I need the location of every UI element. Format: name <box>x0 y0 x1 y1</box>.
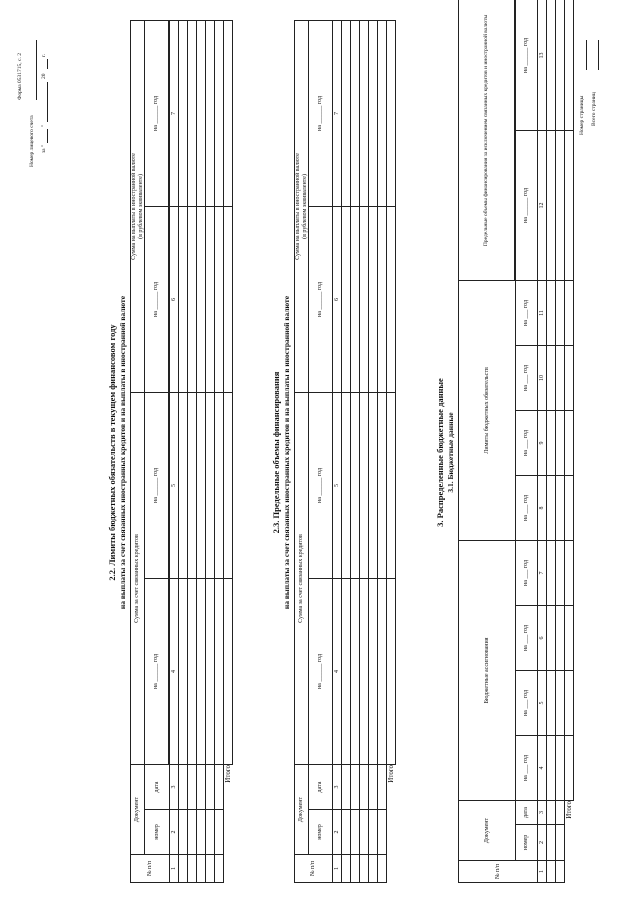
table-row <box>179 20 188 882</box>
table-cell[interactable] <box>565 475 574 540</box>
col-number: 3 <box>538 800 547 824</box>
col-number: 3 <box>333 764 342 809</box>
table-cell[interactable] <box>206 764 215 809</box>
table-cell[interactable] <box>547 280 556 345</box>
table-cell[interactable] <box>224 20 233 206</box>
table-cell[interactable] <box>188 206 197 392</box>
table-cell[interactable] <box>378 206 387 392</box>
table-cell[interactable] <box>565 540 574 605</box>
table-cell[interactable] <box>556 800 565 824</box>
budget-allocations-header: Бюджетные ассигнования <box>459 540 516 800</box>
doc-date-header: дата <box>309 764 333 809</box>
num-col-header: № п/п <box>131 855 170 883</box>
table-cell[interactable] <box>351 810 360 855</box>
table-cell[interactable] <box>179 578 188 764</box>
table-cell[interactable] <box>547 861 556 883</box>
table-cell[interactable] <box>387 20 396 206</box>
table-cell[interactable] <box>547 605 556 670</box>
total-pages-line[interactable] <box>598 40 599 70</box>
table-cell[interactable] <box>342 392 351 578</box>
col-number: 7 <box>333 20 342 206</box>
table-2-3 <box>294 20 396 883</box>
table-row <box>369 20 378 882</box>
doc-number-header: номер <box>516 825 538 861</box>
period-month-line[interactable] <box>47 82 48 122</box>
table-cell[interactable] <box>351 206 360 392</box>
col-number: 10 <box>538 345 547 410</box>
table-cell[interactable] <box>224 392 233 578</box>
form-code: Форма 0531715, с. 2 <box>17 53 23 100</box>
table-cell[interactable] <box>387 810 396 855</box>
col-number: 12 <box>538 130 547 280</box>
col-number: 5 <box>170 392 179 578</box>
table-cell[interactable] <box>360 20 369 206</box>
table-cell[interactable] <box>342 20 351 206</box>
table-cell[interactable] <box>179 392 188 578</box>
total-label: Итого <box>223 764 232 783</box>
year-header: на ______ год <box>309 206 333 392</box>
year-header: на ______ год <box>516 0 538 130</box>
table-cell[interactable] <box>360 810 369 855</box>
table-cell[interactable] <box>547 540 556 605</box>
col-number: 3 <box>170 764 179 809</box>
table-cell[interactable] <box>351 764 360 809</box>
table-row <box>547 0 556 883</box>
total-row <box>387 20 396 882</box>
total-label: Итого <box>386 764 395 783</box>
table-cell[interactable] <box>378 578 387 764</box>
doc-number-header: номер <box>145 810 170 855</box>
period-suffix: г. <box>41 53 47 57</box>
col-number: 5 <box>538 670 547 735</box>
table-cell[interactable] <box>547 735 556 800</box>
year-header: на ______ год <box>516 130 538 280</box>
col-number: 4 <box>538 735 547 800</box>
col-number: 1 <box>538 861 547 883</box>
table-cell[interactable] <box>224 810 233 855</box>
table-cell[interactable] <box>224 578 233 764</box>
table-cell[interactable] <box>369 810 378 855</box>
table-cell[interactable] <box>351 392 360 578</box>
table-row <box>342 20 351 882</box>
col-number: 9 <box>538 410 547 475</box>
table-cell[interactable] <box>556 130 565 280</box>
col-number: 7 <box>170 20 179 206</box>
table-row <box>556 0 565 883</box>
table-cell[interactable] <box>215 206 224 392</box>
section-2-2-subtitle: на выплаты за счет связанных иностранных кредитов и на выплаты в иностранной валюте <box>118 295 127 610</box>
table-cell[interactable] <box>369 855 378 883</box>
table-cell[interactable] <box>547 0 556 130</box>
table-cell[interactable] <box>556 605 565 670</box>
table-cell[interactable] <box>188 20 197 206</box>
table-cell[interactable] <box>197 392 206 578</box>
table-cell[interactable] <box>188 810 197 855</box>
table-cell[interactable] <box>360 578 369 764</box>
total-label: Итого <box>564 800 573 819</box>
sum-foreign-header: Сумма на выплаты в иностранной валюте (в рублевом эквиваленте) <box>295 20 309 392</box>
col-number: 4 <box>170 578 179 764</box>
table-cell[interactable] <box>197 810 206 855</box>
table-2-2 <box>130 20 233 883</box>
table-cell[interactable] <box>565 0 574 130</box>
table-cell[interactable] <box>215 20 224 206</box>
table-cell[interactable] <box>206 810 215 855</box>
table-cell[interactable] <box>215 810 224 855</box>
table-row <box>378 20 387 882</box>
table-cell[interactable] <box>206 206 215 392</box>
year-header: на ___ год <box>516 735 538 800</box>
period-prefix: за " <box>41 144 47 153</box>
table-cell[interactable] <box>556 861 565 883</box>
table-cell[interactable] <box>197 578 206 764</box>
table-row <box>206 20 215 882</box>
table-cell[interactable] <box>206 392 215 578</box>
table-cell[interactable] <box>179 855 188 883</box>
col-number: 13 <box>538 0 547 130</box>
table-cell[interactable] <box>378 20 387 206</box>
table-cell[interactable] <box>369 206 378 392</box>
table-cell[interactable] <box>565 825 574 861</box>
document-header: Документ <box>131 764 145 854</box>
period-quote: " <box>41 124 47 127</box>
table-cell[interactable] <box>565 410 574 475</box>
year-header: на ___ год <box>516 345 538 410</box>
period-day-line[interactable] <box>47 129 48 143</box>
table-cell[interactable] <box>360 764 369 809</box>
period-year-line[interactable] <box>47 59 48 69</box>
sum-foreign-header: Сумма на выплаты в иностранной валюте (в рублевом эквиваленте) <box>131 20 145 392</box>
year-header: на ___ год <box>516 410 538 475</box>
table-cell[interactable] <box>179 20 188 206</box>
table-cell[interactable] <box>351 20 360 206</box>
num-col-header: № п/п <box>295 855 333 883</box>
table-cell[interactable] <box>179 764 188 809</box>
document-header: Документ <box>295 764 309 854</box>
doc-date-header: дата <box>516 800 538 824</box>
table-cell[interactable] <box>206 578 215 764</box>
table-cell[interactable] <box>360 392 369 578</box>
table-cell[interactable] <box>197 20 206 206</box>
table-cell[interactable] <box>565 130 574 280</box>
table-cell[interactable] <box>565 670 574 735</box>
section-3-title: 3. Распределенные бюджетные данные <box>435 378 445 527</box>
table-cell[interactable] <box>215 392 224 578</box>
table-cell[interactable] <box>547 410 556 475</box>
section-2-3-title: 2.3. Предельные объемы финансирования <box>271 371 281 534</box>
section-2-3-subtitle: на выплаты за счет связанных иностранных кредитов и на выплаты в иностранной валюте <box>282 295 291 610</box>
num-col-header: № п/п <box>459 861 538 883</box>
table-cell[interactable] <box>224 206 233 392</box>
year-header: на ______ год <box>145 206 169 392</box>
table-cell[interactable] <box>179 810 188 855</box>
table-cell[interactable] <box>556 825 565 861</box>
table-cell[interactable] <box>565 280 574 345</box>
table-cell[interactable] <box>197 855 206 883</box>
year-header: на ___ год <box>516 280 538 345</box>
table-cell[interactable] <box>547 475 556 540</box>
year-header: на ______ год <box>145 20 169 206</box>
table-cell[interactable] <box>387 392 396 578</box>
table-cell[interactable] <box>351 578 360 764</box>
table-cell[interactable] <box>547 800 556 824</box>
account-number-label: Номер лицевого счета <box>29 115 35 167</box>
total-row <box>565 0 574 883</box>
col-number: 1 <box>333 855 342 883</box>
total-row <box>224 20 233 882</box>
table-cell[interactable] <box>215 764 224 809</box>
year-header: на ______ год <box>145 578 169 764</box>
table-cell[interactable] <box>565 861 574 883</box>
table-cell[interactable] <box>556 475 565 540</box>
table-cell[interactable] <box>188 578 197 764</box>
table-cell[interactable] <box>197 206 206 392</box>
table-cell[interactable] <box>369 578 378 764</box>
year-header: на ___ год <box>516 605 538 670</box>
table-cell[interactable] <box>342 855 351 883</box>
table-cell[interactable] <box>378 810 387 855</box>
col-number: 2 <box>170 810 179 855</box>
table-cell[interactable] <box>188 392 197 578</box>
table-3-1 <box>458 0 574 883</box>
col-number: 5 <box>333 392 342 578</box>
year-header: на ___ год <box>516 670 538 735</box>
year-header: на ______ год <box>309 578 333 764</box>
sum-credits-header: Сумма за счет связанных кредитов <box>295 392 309 764</box>
table-cell[interactable] <box>206 855 215 883</box>
sum-credits-header: Сумма за счет связанных кредитов <box>131 392 145 764</box>
table-cell[interactable] <box>188 855 197 883</box>
col-number: 6 <box>170 206 179 392</box>
table-row <box>351 20 360 882</box>
col-number: 7 <box>538 540 547 605</box>
table-cell[interactable] <box>351 855 360 883</box>
document-header: Документ <box>459 800 516 860</box>
table-cell[interactable] <box>215 578 224 764</box>
page-number-line[interactable] <box>586 40 587 70</box>
section-3-subtitle: 3.1. Бюджетные данные <box>446 412 455 493</box>
period-year: 20 <box>41 73 47 79</box>
page-number-label: Номер страницы <box>579 95 585 135</box>
col-number: 2 <box>538 825 547 861</box>
table-cell[interactable] <box>378 392 387 578</box>
table-cell[interactable] <box>565 345 574 410</box>
table-cell[interactable] <box>188 764 197 809</box>
table-cell[interactable] <box>547 825 556 861</box>
col-number: 8 <box>538 475 547 540</box>
account-number-line[interactable] <box>36 40 37 100</box>
table-row <box>215 20 224 882</box>
table-cell[interactable] <box>342 764 351 809</box>
table-cell[interactable] <box>387 206 396 392</box>
table-cell[interactable] <box>206 20 215 206</box>
doc-number-header: номер <box>309 810 333 855</box>
col-number: 4 <box>333 578 342 764</box>
table-cell[interactable] <box>387 855 396 883</box>
col-number: 1 <box>170 855 179 883</box>
year-header: на ___ год <box>516 540 538 605</box>
col-number: 6 <box>333 206 342 392</box>
table-cell[interactable] <box>565 735 574 800</box>
table-cell[interactable] <box>215 855 224 883</box>
table-cell[interactable] <box>556 540 565 605</box>
table-cell[interactable] <box>360 855 369 883</box>
table-cell[interactable] <box>378 855 387 883</box>
table-cell[interactable] <box>556 280 565 345</box>
table-row <box>197 20 206 882</box>
limits-header: Лимиты бюджетных обязательств <box>459 280 516 540</box>
col-number: 6 <box>538 605 547 670</box>
financing-header: Предельные объемы финансирования за исключением связанных кредитов и иностранной валюты <box>459 0 515 280</box>
table-cell[interactable] <box>342 578 351 764</box>
table-row <box>360 20 369 882</box>
section-2-2-title: 2.2. Лимиты бюджетных обязательств в текущем финансовом году <box>107 324 117 581</box>
table-cell[interactable] <box>556 345 565 410</box>
table-cell[interactable] <box>547 345 556 410</box>
table-cell[interactable] <box>378 764 387 809</box>
table-cell[interactable] <box>556 735 565 800</box>
year-header: на ___ год <box>516 475 538 540</box>
table-cell[interactable] <box>369 392 378 578</box>
table-cell[interactable] <box>387 578 396 764</box>
col-number: 11 <box>538 280 547 345</box>
table-row <box>188 20 197 882</box>
table-cell[interactable] <box>556 670 565 735</box>
table-cell[interactable] <box>197 764 206 809</box>
year-header: на ______ год <box>309 20 333 206</box>
table-cell[interactable] <box>556 410 565 475</box>
col-number: 2 <box>333 810 342 855</box>
table-cell[interactable] <box>369 764 378 809</box>
table-cell[interactable] <box>369 20 378 206</box>
year-header: на ______ год <box>309 392 333 578</box>
table-cell[interactable] <box>224 855 233 883</box>
table-cell[interactable] <box>179 206 188 392</box>
table-cell[interactable] <box>342 206 351 392</box>
total-pages-label: Всего страниц <box>591 92 597 126</box>
table-cell[interactable] <box>547 670 556 735</box>
table-cell[interactable] <box>342 810 351 855</box>
table-cell[interactable] <box>360 206 369 392</box>
year-header: на ______ год <box>145 392 169 578</box>
table-cell[interactable] <box>547 130 556 280</box>
table-cell[interactable] <box>565 605 574 670</box>
table-cell[interactable] <box>556 0 565 130</box>
doc-date-header: дата <box>145 764 170 809</box>
